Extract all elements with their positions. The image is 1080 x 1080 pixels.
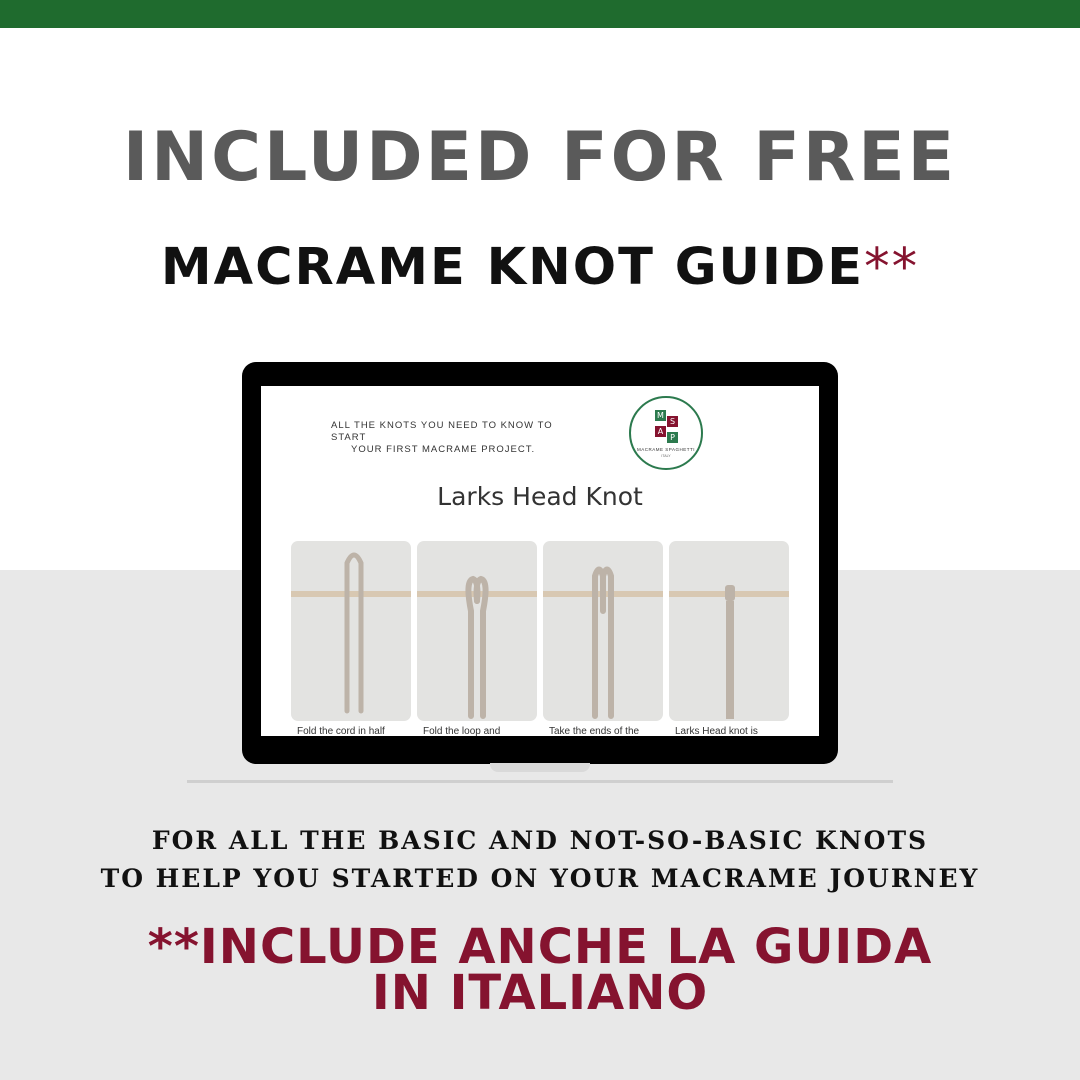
description-line-2: TO HELP YOU STARTED ON YOUR MACRAME JOURNEY: [100, 864, 980, 893]
brand-logo: [629, 396, 703, 470]
guide-intro-line-1: ALL THE KNOTS YOU NEED TO KNOW TO START: [331, 420, 553, 443]
headline: INCLUDED FOR FREE: [122, 118, 958, 197]
laptop-notch: [490, 763, 590, 772]
top-color-bar: [0, 0, 1080, 28]
laptop-screen: [261, 386, 819, 736]
logo-letter-a: A: [655, 426, 666, 437]
laptop-base-line: [187, 780, 893, 783]
guide-intro-line-2: YOUR FIRST MACRAME PROJECT.: [351, 444, 536, 455]
subheading-marker: **: [864, 238, 920, 297]
subheading: [0, 238, 1080, 297]
logo-letter-grid: [655, 410, 679, 444]
step-photo-4: [669, 541, 789, 721]
step-photo-1: [291, 541, 411, 721]
step-caption-3: Take the ends of the: [549, 726, 640, 736]
guide-knot-title: Larks Head Knot: [437, 482, 643, 511]
description-line-1: FOR ALL THE BASIC AND NOT-SO-BASIC KNOTS: [151, 826, 929, 855]
step-caption-4: Larks Head knot is: [675, 726, 758, 736]
description: [0, 822, 1080, 898]
logo-subtitle: ITALY: [661, 454, 671, 458]
logo-letter-m: M: [655, 410, 666, 421]
guide-intro: [331, 420, 591, 456]
step-caption-2: Fold the loop and: [423, 726, 501, 736]
step-caption-1: Fold the cord in half: [297, 726, 385, 736]
italian-note-line-2: IN ITALIANO: [371, 965, 709, 1021]
step-photo-2: [417, 541, 537, 721]
italian-guide-note: [0, 919, 1080, 1021]
logo-letter-s: S: [667, 416, 678, 427]
subheading-text: MACRAME KNOT GUIDE: [160, 238, 865, 297]
logo-letter-p: P: [667, 432, 678, 443]
logo-name: MACRAME SPAGHETTI: [637, 447, 695, 452]
step-photo-3: [543, 541, 663, 721]
italian-note-line-1: **INCLUDE ANCHE LA GUIDA: [147, 919, 933, 975]
